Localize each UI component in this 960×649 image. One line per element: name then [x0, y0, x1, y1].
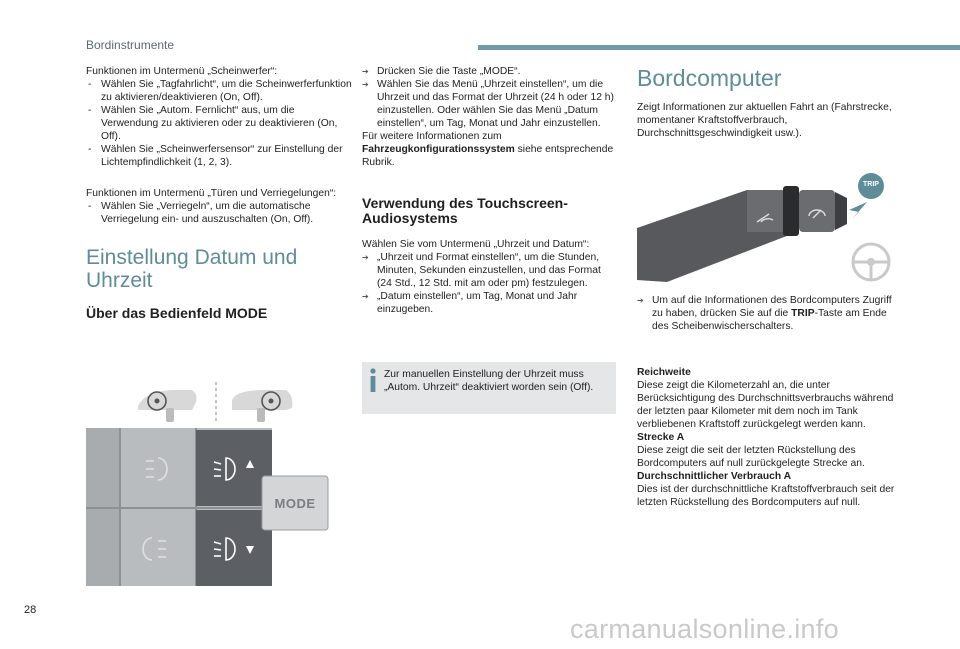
list-item: ➔ Wählen Sie das Menü „Uhrzeit einstellen“, um die Uhrzeit und das Format der Uhrzeit (24 h oder 12 h) einzustellen. Oder wählen Sie das Menü „Datum einstellen“, um Tag, Monat und Jahr einzustellen. [362, 78, 616, 130]
column-right [637, 65, 895, 140]
info-text: Zur manuellen Einstellung der Uhrzeit muss „Autom. Uhrzeit“ deaktiviert worden sein (Off). [384, 369, 594, 393]
touch-intro: Wählen Sie vom Untermenü „Uhrzeit und Datum“: [362, 239, 590, 250]
trip-definitions [637, 366, 897, 509]
heading-touchscreen: Verwendung des Touchscreen-Audiosystems [362, 195, 568, 226]
range-text: Diese zeigt die Kilometerzahl an, die unter Berücksichtigung des Durchschnittsverbrauchs während der letzten paar Kilometer mit dem noch im Tank verbliebenen Kraftstoff zurückgelegt werden kann. [637, 380, 894, 430]
wiper-stalk-illustration [637, 170, 897, 288]
page-number: 28 [24, 604, 37, 616]
heading-datetime: Einstellung Datum und Uhrzeit [86, 246, 298, 292]
avg-text: Dies ist der durchschnittliche Kraftstoffverbrauch seit der letzten Rückstellung des Bordcomputers auf null. [637, 484, 895, 508]
doors-intro: Funktionen im Untermenü „Türen und Verriegelungen“: [86, 188, 337, 199]
touch-steps-list [362, 251, 616, 316]
doors-list [86, 200, 354, 226]
lights-list [86, 78, 354, 169]
section-title: Bordinstrumente [86, 38, 175, 52]
list-item: - Wählen Sie „Tagfahrlicht“, um die Scheinwerferfunktion zu aktivieren/deaktivieren (On, Off). [86, 78, 354, 104]
tripA-text: Diese zeigt die seit der letzten Rückstellung des Bordcomputers auf null zurückgelegte Strecke an. [637, 445, 865, 469]
list-item: ➔ „Datum einstellen“, um Tag, Monat und Jahr einzugeben. [362, 290, 616, 316]
steering-position-illustration [136, 380, 296, 424]
avg-title: Durchschnittlicher Verbrauch A [637, 471, 792, 482]
subheading-mode-panel: Über das Bedienfeld MODE [86, 305, 268, 321]
list-item: - Wählen Sie „Scheinwerfersensor“ zur Einstellung der Lichtempfindlichkeit (1, 2, 3). [86, 143, 354, 169]
info-box [362, 362, 616, 414]
trip-computer-intro: Zeigt Informationen zur aktuellen Fahrt an (Fahrstrecke, momentaner Kraftstoffverbrauch, Durchschnittsgeschwindigkeit usw.). [637, 102, 892, 139]
list-item: ➔ „Uhrzeit und Format einstellen“, um die Stunden, Minuten, Sekunden einzustellen, und das Format (24 Std., 12 Std. mit am oder pm) festzulegen. [362, 251, 616, 290]
trip-step [637, 294, 895, 333]
list-item: - Wählen Sie „Verriegeln“, um die automatische Verriegelung ein- und auszuschalten (On, Off). [86, 200, 354, 226]
more-info: Für weitere Informationen zum Fahrzeugkonfigurationssystem siehe entsprechende Rubrik. [362, 131, 614, 168]
info-icon [368, 368, 378, 392]
heading-trip-computer: Bordcomputer [637, 65, 782, 91]
watermark: carmanualsonline.info [570, 614, 839, 644]
mode-steps-list [362, 65, 616, 130]
list-item: - Wählen Sie „Autom. Fernlicht“ aus, um die Verwendung zu aktivieren oder zu deaktivieren (On, Off). [86, 104, 354, 143]
list-item: ➔ Um auf die Informationen des Bordcomputers Zugriff zu haben, drücken Sie auf die TRIP-Taste am Ende des Scheibenwischerschalters. [637, 294, 895, 333]
tripA-title: Strecke A [637, 432, 685, 443]
range-title: Reichweite [637, 367, 691, 378]
lights-intro: Funktionen im Untermenü „Scheinwerfer“: [86, 66, 278, 77]
trip-badge: TRIP [863, 181, 879, 188]
mode-button[interactable]: MODE [274, 496, 316, 511]
header-accent-bar [478, 45, 960, 50]
column-middle [362, 65, 616, 316]
column-left [86, 65, 354, 321]
list-item: ➔ Drücken Sie die Taste „MODE“. [362, 65, 616, 78]
